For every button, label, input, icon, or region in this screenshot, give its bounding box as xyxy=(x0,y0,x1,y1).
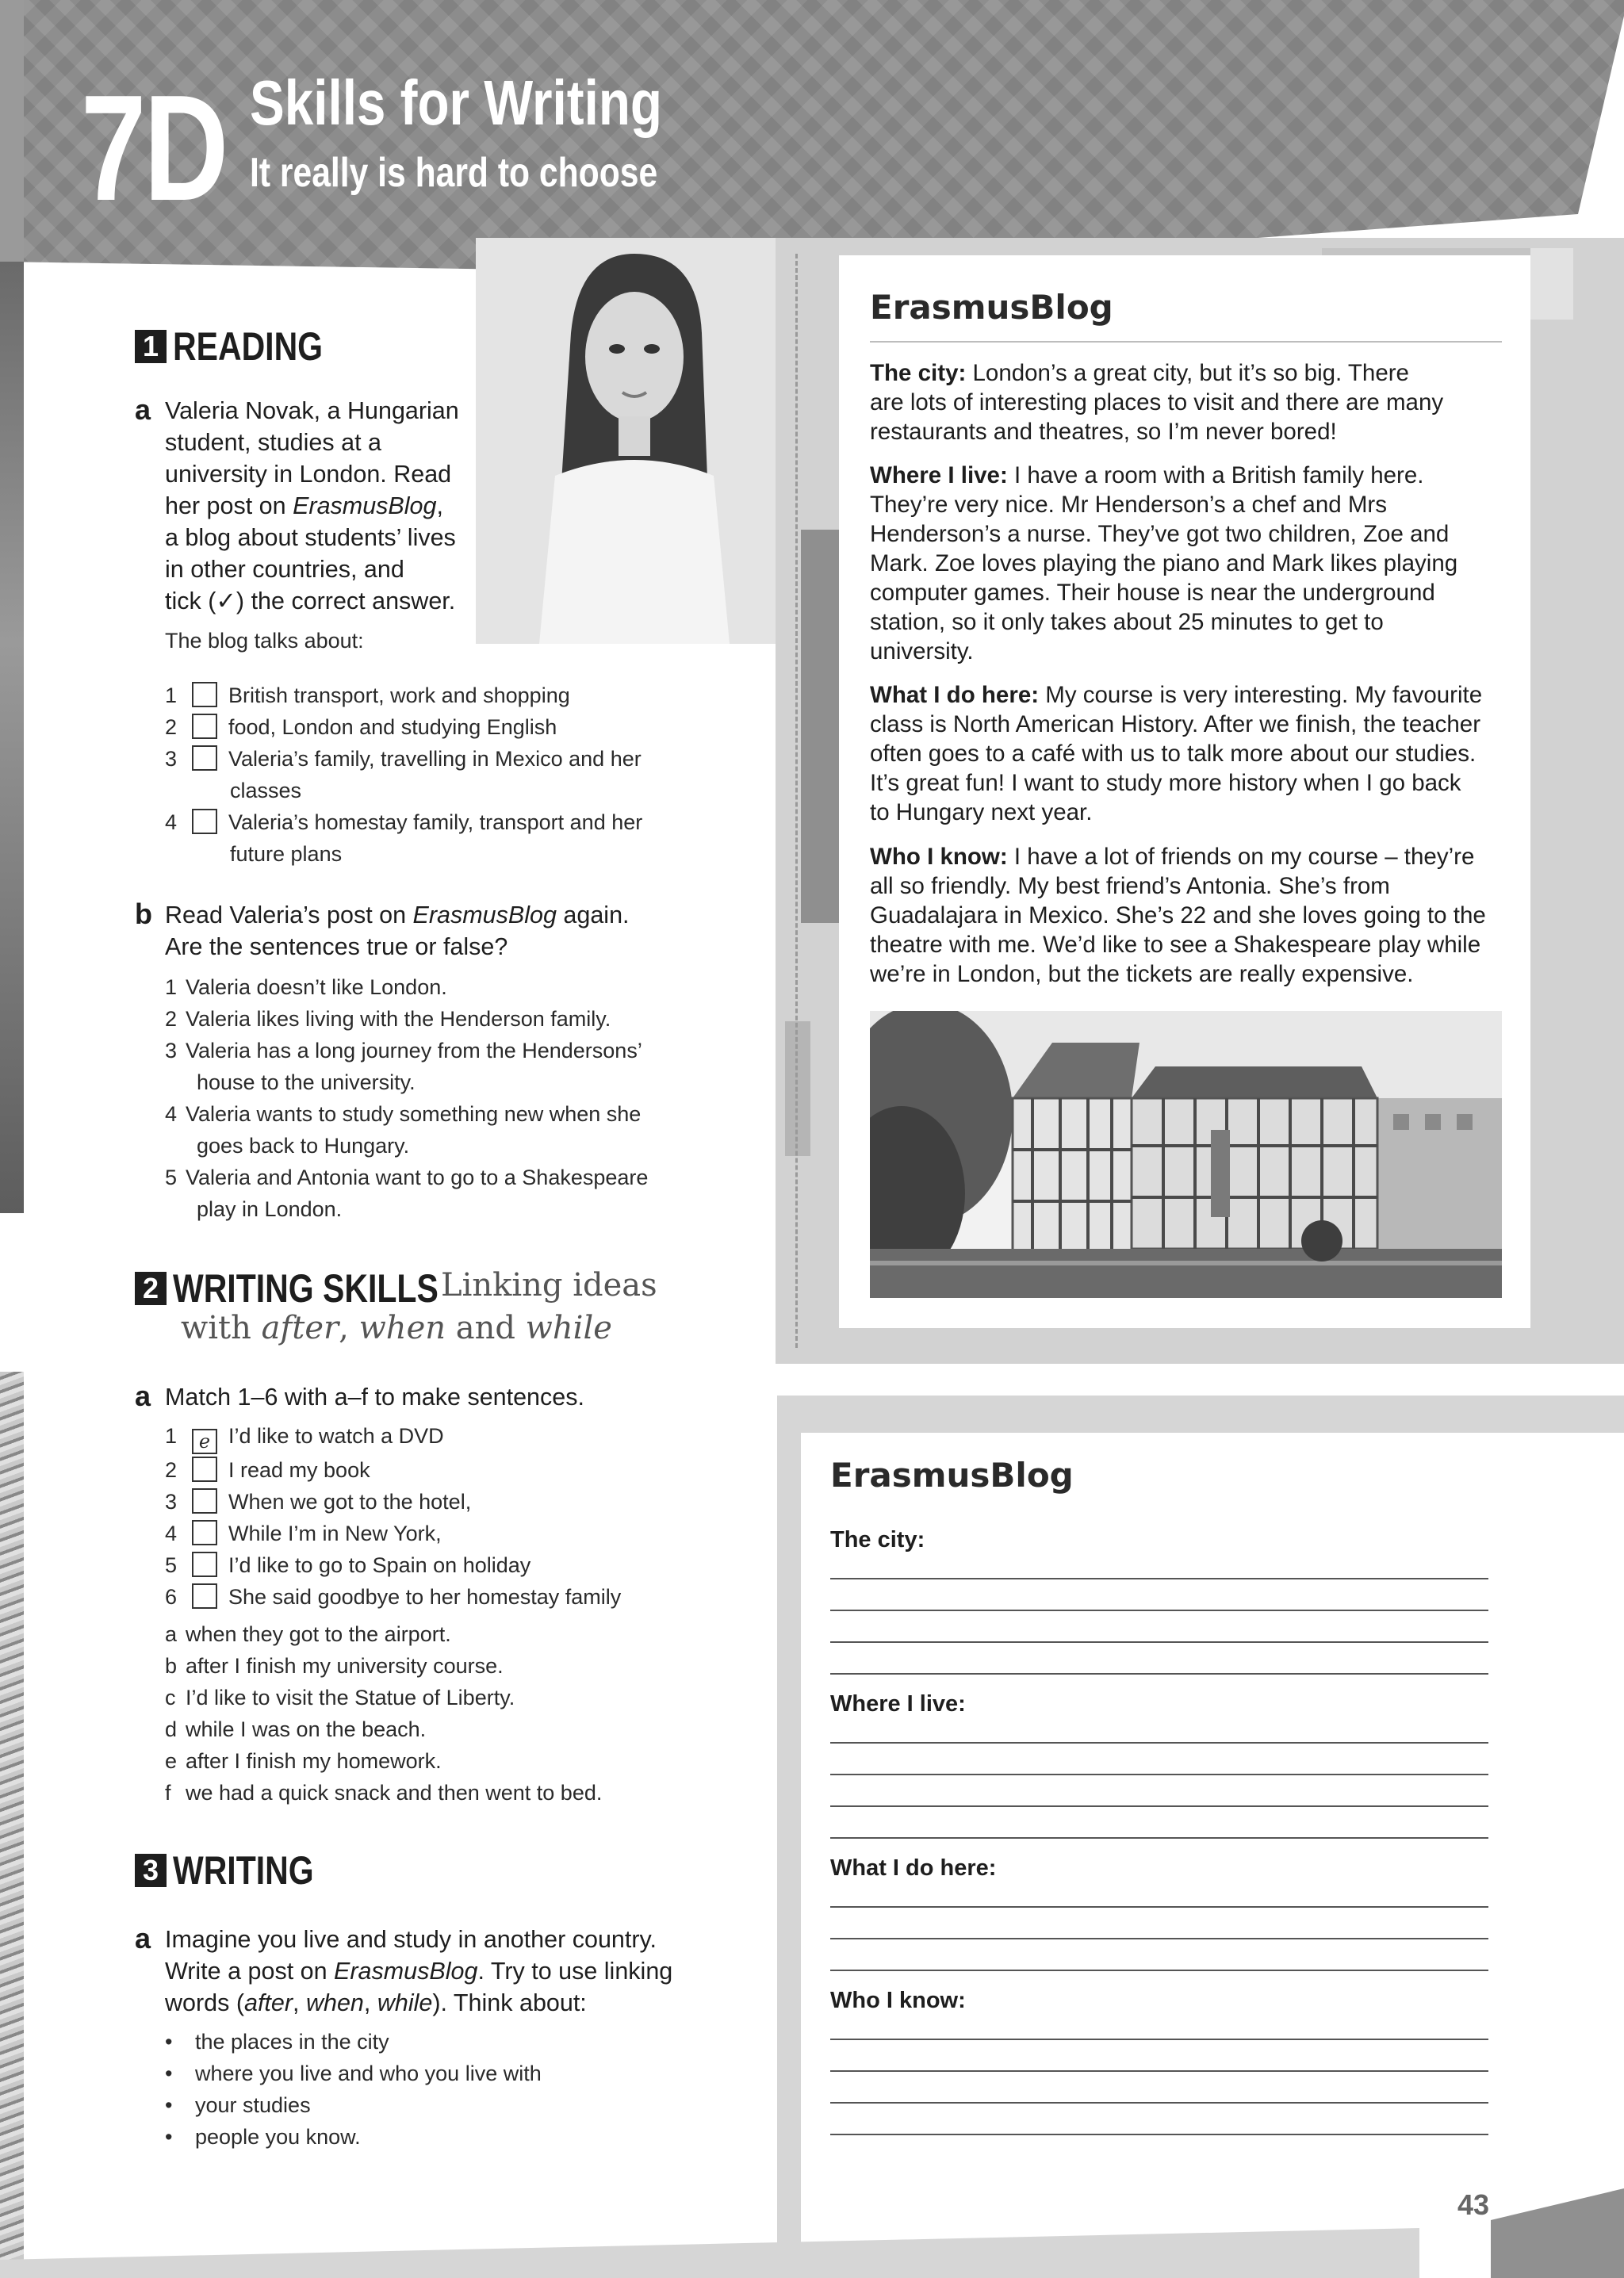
instruction-text: Write a post on xyxy=(165,1958,335,1985)
answer-box[interactable]: e xyxy=(192,1429,217,1454)
section-title: READING xyxy=(173,324,324,369)
option-row xyxy=(165,806,642,838)
section-writing-header xyxy=(135,1847,345,1893)
blog-line: often goes to a café with us to talk more about our studies. xyxy=(870,741,1477,767)
blog-name: ErasmusBlog xyxy=(334,1958,478,1985)
statement-text-continued: play in London. xyxy=(197,1197,343,1221)
reading-a-options xyxy=(165,680,642,870)
match-number: 5 xyxy=(165,1553,178,1577)
section-number: 3 xyxy=(135,1854,167,1887)
instruction-line: Imagine you live and study in another country. xyxy=(165,1926,657,1953)
ending-text: when they got to the airport. xyxy=(186,1622,451,1646)
statement-number: 1 xyxy=(165,975,178,999)
instruction-text: words ( xyxy=(165,1989,244,2016)
blog-line: My course is very interesting. My favourite xyxy=(1039,682,1483,708)
statement-text: Valeria and Antonia want to go to a Shakespeare xyxy=(186,1166,649,1189)
tick-box[interactable] xyxy=(192,714,217,739)
reading-b-statements xyxy=(165,971,648,1225)
match-text: While I’m in New York, xyxy=(228,1522,442,1545)
punctuation: , xyxy=(436,492,443,519)
match-text: I’d like to watch a DVD xyxy=(228,1424,444,1448)
page-number: 43 xyxy=(1457,2188,1490,2221)
blog-line: restaurants and theatres, so I’m never bored! xyxy=(870,419,1337,445)
list-item-text: where you live and who you live with xyxy=(195,2062,542,2085)
blog-line: Henderson’s a nurse. They’ve got two children, Zoe and xyxy=(870,521,1450,547)
instruction-line: university in London. Read xyxy=(165,461,452,488)
blog-label: Where I live: xyxy=(870,462,1008,488)
list-item-text: the places in the city xyxy=(195,2030,389,2054)
decor-block xyxy=(1530,248,1573,320)
reading-b-instruction xyxy=(165,899,630,963)
answer-box[interactable] xyxy=(192,1457,217,1482)
exercise-letter: b xyxy=(135,898,152,930)
blog-line: station, so it only takes about 25 minutes to get to xyxy=(870,609,1384,635)
student-portrait-photo xyxy=(476,238,776,644)
writing-line[interactable] xyxy=(830,1938,1488,1939)
instruction-text: . Try to use linking xyxy=(477,1958,673,1985)
dashed-divider xyxy=(795,254,798,1348)
ending-text: after I finish my university course. xyxy=(186,1654,504,1678)
section-title: WRITING SKILLS xyxy=(173,1266,439,1311)
writing-line[interactable] xyxy=(830,1774,1488,1775)
blog-line: Mark. Zoe loves playing the piano and Mark likes playing xyxy=(870,550,1458,576)
punctuation: , xyxy=(293,1989,306,2016)
answer-box[interactable] xyxy=(192,1520,217,1545)
blog-line: are lots of interesting places to visit and there are many xyxy=(870,389,1444,415)
blog-heading: ErasmusBlog xyxy=(870,288,1113,327)
match-row xyxy=(165,1518,621,1549)
instruction-line: Valeria Novak, a Hungarian xyxy=(165,397,459,424)
punctuation: , xyxy=(363,1989,377,2016)
list-item: • your studies xyxy=(165,2093,311,2117)
instruction-line: a blog about students’ lives xyxy=(165,524,456,551)
blog-line: It’s great fun! I want to study more history when I go back xyxy=(870,770,1461,796)
blog-line: to Hungary next year. xyxy=(870,799,1093,825)
match-number: 4 xyxy=(165,1522,178,1545)
statement-number: 5 xyxy=(165,1166,178,1189)
section-number: 1 xyxy=(135,330,167,363)
statement-text: Valeria wants to study something new when she xyxy=(186,1102,642,1126)
option-text-continued: classes xyxy=(230,779,302,802)
reading-a-instruction xyxy=(165,395,459,617)
write-label-where-i-live: Where I live: xyxy=(830,1691,966,1717)
linking-word: while xyxy=(377,1989,433,2016)
match-text: I read my book xyxy=(228,1458,370,1482)
option-row xyxy=(165,711,642,743)
writing-line[interactable] xyxy=(830,1610,1488,1611)
match-number: 2 xyxy=(165,1458,178,1482)
blog-section-where-i-live xyxy=(870,461,1504,666)
blog-line: all so friendly. My best friend’s Antonia. She’s from xyxy=(870,873,1390,899)
blog-section-city xyxy=(870,358,1504,446)
blog-label: Who I know: xyxy=(870,844,1008,870)
linking-word: while xyxy=(525,1310,612,1346)
option-number: 4 xyxy=(165,810,178,834)
instruction-text: again. xyxy=(556,902,630,928)
blog-line: theatre with me. We’d like to see a Shakespeare play while xyxy=(870,932,1481,958)
write-label-who-i-know: Who I know: xyxy=(830,1988,966,2013)
option-text: Valeria’s homestay family, transport and her xyxy=(228,810,643,834)
blog-line: They’re very nice. Mr Henderson’s a chef and Mrs xyxy=(870,492,1387,518)
option-text-continued: future plans xyxy=(230,842,343,866)
option-number: 2 xyxy=(165,715,178,739)
writing-line[interactable] xyxy=(830,2134,1488,2135)
writing-line[interactable] xyxy=(830,1578,1488,1579)
ending-text: while I was on the beach. xyxy=(186,1717,427,1741)
match-number: 1 xyxy=(165,1424,178,1448)
writing-line[interactable] xyxy=(830,1970,1488,1971)
exercise-letter: a xyxy=(135,393,151,426)
lesson-title: Skills for Writing xyxy=(250,67,662,138)
match-sentence-endings xyxy=(165,1618,602,1809)
linking-word: when xyxy=(305,1989,364,2016)
ending-text: we had a quick snack and then went to bed. xyxy=(186,1781,603,1805)
writing-line[interactable] xyxy=(830,1805,1488,1807)
think-about-list xyxy=(165,2026,542,2153)
writing-line[interactable] xyxy=(830,1837,1488,1839)
match-text: I’d like to go to Spain on holiday xyxy=(228,1553,531,1577)
writing-line[interactable] xyxy=(830,1641,1488,1643)
statement-text: Valeria likes living with the Henderson family. xyxy=(186,1007,611,1031)
ending-letter: a xyxy=(165,1622,178,1646)
instruction-line: in other countries, and xyxy=(165,556,404,583)
write-label-city: The city: xyxy=(830,1527,925,1552)
match-row xyxy=(165,1581,621,1613)
blog-name: ErasmusBlog xyxy=(412,902,557,928)
ending-text: after I finish my homework. xyxy=(186,1749,442,1773)
blog-section-what-i-do xyxy=(870,680,1504,827)
writing-line[interactable] xyxy=(830,2070,1488,2072)
ending-letter: e xyxy=(165,1749,178,1773)
blog-line: class is North American History. After we finish, the teacher xyxy=(870,711,1481,737)
option-row xyxy=(165,743,642,775)
globe-theatre-photo xyxy=(870,1011,1502,1298)
left-side-photo xyxy=(0,262,24,1213)
writing-line[interactable] xyxy=(830,2039,1488,2040)
ending-text: I’d like to visit the Statue of Liberty. xyxy=(186,1686,515,1709)
match-row xyxy=(165,1549,621,1581)
statement-number: 2 xyxy=(165,1007,178,1031)
decor-block xyxy=(801,530,839,923)
match-number: 3 xyxy=(165,1490,178,1514)
ending-letter: d xyxy=(165,1717,178,1741)
write-card-heading: ErasmusBlog xyxy=(830,1456,1074,1495)
blog-heading-rule xyxy=(870,341,1502,343)
writing-skills-a-instruction: Match 1–6 with a–f to make sentences. xyxy=(165,1384,584,1411)
section-subtitle: Linking ideas xyxy=(441,1267,657,1304)
list-item: • people you know. xyxy=(165,2125,361,2149)
write-label-what-i-do: What I do here: xyxy=(830,1855,997,1881)
option-text: British transport, work and shopping xyxy=(228,683,570,707)
match-text: She said goodbye to her homestay family xyxy=(228,1585,622,1609)
lesson-code: 7D xyxy=(81,64,227,232)
list-item-text: people you know. xyxy=(195,2125,361,2149)
ending-letter: b xyxy=(165,1654,178,1678)
blog-line: I have a room with a British family here. xyxy=(1007,462,1424,488)
statement-text-continued: house to the university. xyxy=(197,1070,416,1094)
option-row xyxy=(165,680,642,711)
instruction-text: ). Think about: xyxy=(432,1989,587,2016)
ending-letter: c xyxy=(165,1686,176,1709)
ending-letter: f xyxy=(165,1781,171,1805)
writing-line[interactable] xyxy=(830,1742,1488,1744)
tick-box[interactable] xyxy=(192,745,217,771)
match-row xyxy=(165,1486,621,1518)
blog-label: What I do here: xyxy=(870,682,1040,708)
writing-line[interactable] xyxy=(830,1906,1488,1908)
linking-word: when xyxy=(358,1310,446,1346)
blog-line: I have a lot of friends on my course – they’re xyxy=(1007,844,1475,870)
statement-text: Valeria has a long journey from the Hendersons’ xyxy=(186,1039,642,1062)
exercise-letter: a xyxy=(135,1922,151,1954)
answer-box[interactable] xyxy=(192,1583,217,1609)
section-reading-header xyxy=(135,324,356,369)
statement-text: Valeria doesn’t like London. xyxy=(186,975,447,999)
decor-block xyxy=(785,1021,810,1156)
match-text: When we got to the hotel, xyxy=(228,1490,472,1514)
blog-line: we’re in London, but the tickets are really expensive. xyxy=(870,961,1414,987)
match-number: 6 xyxy=(165,1585,178,1609)
instruction-line: her post on xyxy=(165,492,293,519)
blog-line: London’s a great city, but it’s so big. There xyxy=(966,360,1409,386)
subtitle-text: with xyxy=(181,1310,262,1346)
statement-number: 3 xyxy=(165,1039,178,1062)
header-band xyxy=(0,0,1624,274)
blog-name: ErasmusBlog xyxy=(293,492,437,519)
section-number: 2 xyxy=(135,1272,167,1305)
list-item: • where you live and who you live with xyxy=(165,2062,542,2085)
answer-box[interactable] xyxy=(192,1488,217,1514)
instruction-line: Are the sentences true or false? xyxy=(165,933,508,960)
answer-box[interactable] xyxy=(192,1552,217,1577)
instruction-line: student, studies at a xyxy=(165,429,381,456)
left-side-foliage-photo xyxy=(0,1372,24,2276)
option-number: 1 xyxy=(165,683,178,707)
subtitle-text: and xyxy=(446,1310,526,1346)
linking-word: after xyxy=(261,1310,339,1346)
statement-text-continued: goes back to Hungary. xyxy=(197,1134,410,1158)
blog-line: Guadalajara in Mexico. She’s 22 and she loves going to the xyxy=(870,902,1486,928)
list-item-text: your studies xyxy=(195,2093,311,2117)
section-subtitle-line2 xyxy=(181,1310,612,1346)
writing-line[interactable] xyxy=(830,1673,1488,1675)
option-text: Valeria’s family, travelling in Mexico and her xyxy=(228,747,642,771)
match-row xyxy=(165,1454,621,1486)
writing-a-instruction xyxy=(165,1924,736,2019)
tick-box[interactable] xyxy=(192,682,217,707)
instruction-line: tick (✓) the correct answer. xyxy=(165,588,456,614)
punctuation: , xyxy=(339,1310,359,1346)
blog-line: computer games. Their house is near the underground xyxy=(870,580,1435,606)
match-sentence-starts xyxy=(165,1420,621,1613)
blog-line: university. xyxy=(870,638,974,664)
match-row xyxy=(165,1420,621,1454)
list-item: • the places in the city xyxy=(165,2030,389,2054)
writing-line[interactable] xyxy=(830,2102,1488,2104)
option-text: food, London and studying English xyxy=(228,715,557,739)
reading-a-prompt: The blog talks about: xyxy=(165,629,364,653)
blog-label: The city: xyxy=(870,360,967,386)
exercise-letter: a xyxy=(135,1380,151,1412)
blog-section-who-i-know xyxy=(870,842,1504,989)
option-number: 3 xyxy=(165,747,178,771)
linking-word: after xyxy=(244,1989,293,2016)
section-title: WRITING xyxy=(173,1848,314,1893)
tick-box[interactable] xyxy=(192,809,217,834)
instruction-text: Read Valeria’s post on xyxy=(165,902,413,928)
statement-number: 4 xyxy=(165,1102,178,1126)
lesson-subtitle: It really is hard to choose xyxy=(250,150,658,196)
